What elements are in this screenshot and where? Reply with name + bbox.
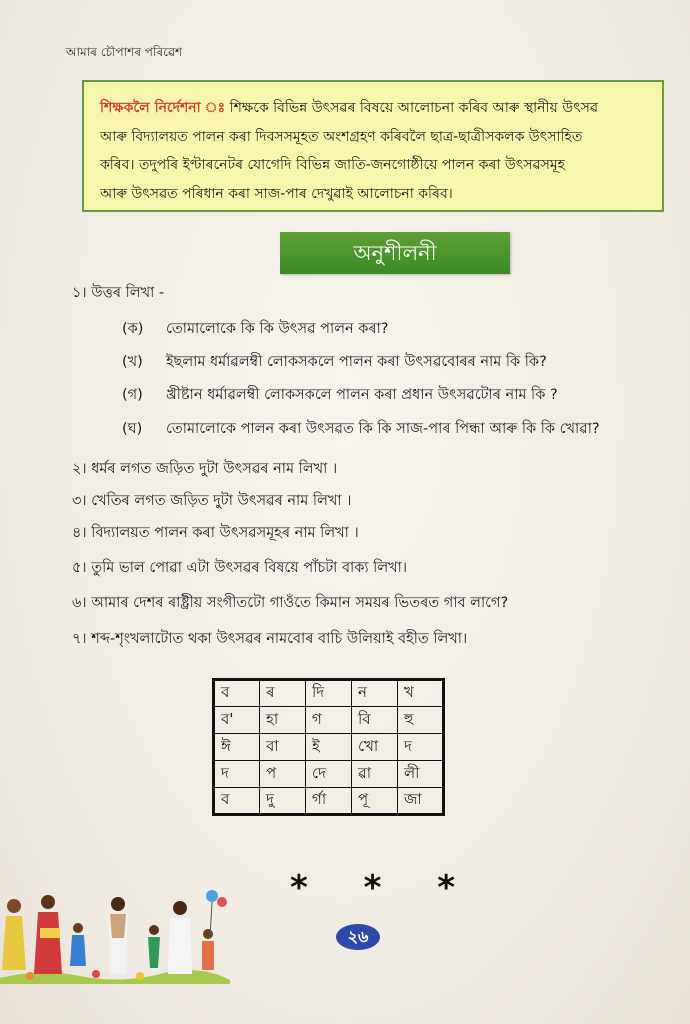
- question-5: ৫। তুমি ভাল পোৱা এটা উৎসৱৰ বিষয়ে পাঁচটা বাক্য লিখা।: [72, 560, 408, 576]
- word-puzzle-grid: [212, 678, 445, 816]
- teacher-note-line-4: আৰু উৎসৱত পৰিধান কৰা সাজ-পাৰ দেখুৱাই আলোচনা কৰিব।: [100, 185, 453, 202]
- puzzle-cell: লী: [398, 761, 444, 788]
- question-1: ১। উত্তৰ লিখা -: [72, 285, 165, 301]
- puzzle-cell: দ: [398, 734, 444, 761]
- puzzle-cell: হু: [398, 707, 444, 734]
- puzzle-cell: খো: [352, 734, 398, 761]
- teacher-note-line-1: [100, 94, 648, 123]
- puzzle-cell: বা: [260, 734, 306, 761]
- question-2: ২। ধৰ্মৰ লগত জড়িত দুটা উৎসৱৰ নাম লিখা ।: [72, 461, 338, 477]
- section-end-stars: * * *: [290, 868, 478, 908]
- puzzle-cell: খ: [398, 680, 444, 707]
- puzzle-cell: ব: [214, 680, 260, 707]
- puzzle-cell: ৱা: [352, 761, 398, 788]
- question-7: ৭। শব্দ-শৃংখলাটোত থকা উৎসৱৰ নামবোৰ বাচি উলিয়াই বহীত লিখা।: [72, 631, 468, 647]
- puzzle-cell: পূ: [352, 788, 398, 815]
- puzzle-cell: র্গা: [306, 788, 352, 815]
- question-1b: [122, 351, 547, 375]
- puzzle-cell: ঈ: [214, 734, 260, 761]
- teacher-note-line-2: আৰু বিদ্যালয়ত পালন কৰা দিবসসমূহত অংশগ্ৰহণ কৰিবলৈ ছাত্ৰ-ছাত্ৰীসকলক উৎসাহিত: [100, 128, 583, 145]
- question-1d: [122, 418, 600, 442]
- question-1d-text: তোমালোকে পালন কৰা উৎসৱত কি কি সাজ-পাৰ পিন্ধা আৰু কি কি খোৱা?: [166, 421, 600, 437]
- question-1a: [122, 318, 388, 342]
- puzzle-cell: ই: [306, 734, 352, 761]
- teacher-note-box: [82, 80, 664, 212]
- puzzle-cell: প: [260, 761, 306, 788]
- puzzle-cell: জা: [398, 788, 444, 815]
- puzzle-row: [214, 734, 444, 761]
- question-6: ৬। আমাৰ দেশৰ ৰাষ্ট্ৰীয় সংগীতটো গাওঁতে কিমান সময়ৰ ভিতৰত গাব লাগে?: [72, 595, 509, 611]
- puzzle-row: [214, 761, 444, 788]
- question-1c-mark: (গ): [122, 387, 143, 403]
- puzzle-row: [214, 788, 444, 815]
- teacher-note-text-1: শিক্ষকে বিভিন্ন উৎসৱৰ বিষয়ে আলোচনা কৰিব আৰু স্থানীয় উৎসৱ: [229, 100, 599, 116]
- puzzle-cell: ৰ: [260, 680, 306, 707]
- puzzle-cell: দি: [306, 680, 352, 707]
- running-head: আমাৰ চৌপাশৰ পৰিৱেশ: [66, 45, 183, 59]
- puzzle-cell: ন: [352, 680, 398, 707]
- question-1d-mark: (ঘ): [122, 421, 143, 437]
- question-1b-mark: (খ): [122, 354, 143, 370]
- question-1b-text: ইছলাম ধৰ্মাৱলম্বী লোকসকলে পালন কৰা উৎসৱবোৰৰ নাম কি কি?: [166, 354, 547, 370]
- puzzle-cell: দু: [260, 788, 306, 815]
- puzzle-cell: ব': [214, 707, 260, 734]
- puzzle-cell: হা: [260, 707, 306, 734]
- puzzle-cell: দে: [306, 761, 352, 788]
- page-number: ২৬: [336, 924, 380, 950]
- festival-people-illustration: [0, 878, 230, 984]
- question-1a-text: তোমালোকে কি কি উৎসৱ পালন কৰা?: [166, 321, 389, 337]
- question-1a-mark: (ক): [122, 321, 144, 337]
- puzzle-cell: গ: [306, 707, 352, 734]
- puzzle-row: [214, 707, 444, 734]
- exercise-heading: অনুশীলনী: [280, 232, 510, 274]
- question-1c-text: খ্ৰীষ্টান ধৰ্মাৱলম্বী লোকসকলে পালন কৰা প্ৰধান উৎসৱটোৰ নাম কি ?: [166, 387, 558, 403]
- puzzle-cell: বি: [352, 707, 398, 734]
- question-1c: [122, 384, 558, 408]
- question-4: ৪। বিদ্যালয়ত পালন কৰা উৎসৱসমূহৰ নাম লিখা ।: [72, 525, 359, 541]
- puzzle-row: [214, 680, 444, 707]
- teacher-note-line-3: কৰিব। তদুপৰি ইণ্টাৰনেটৰ যোগেদি বিভিন্ন জাতি-জনগোষ্ঠীয়ে পালন কৰা উৎসৱসমূহ: [100, 157, 566, 173]
- question-3: ৩। খেতিৰ লগত জড়িত দুটা উৎসৱৰ নাম লিখা ।: [72, 493, 352, 509]
- puzzle-cell: দ: [214, 761, 260, 788]
- teacher-note-title: শিক্ষকলৈ নিৰ্দেশনা ঃ: [100, 100, 226, 116]
- puzzle-cell: ব: [214, 788, 260, 815]
